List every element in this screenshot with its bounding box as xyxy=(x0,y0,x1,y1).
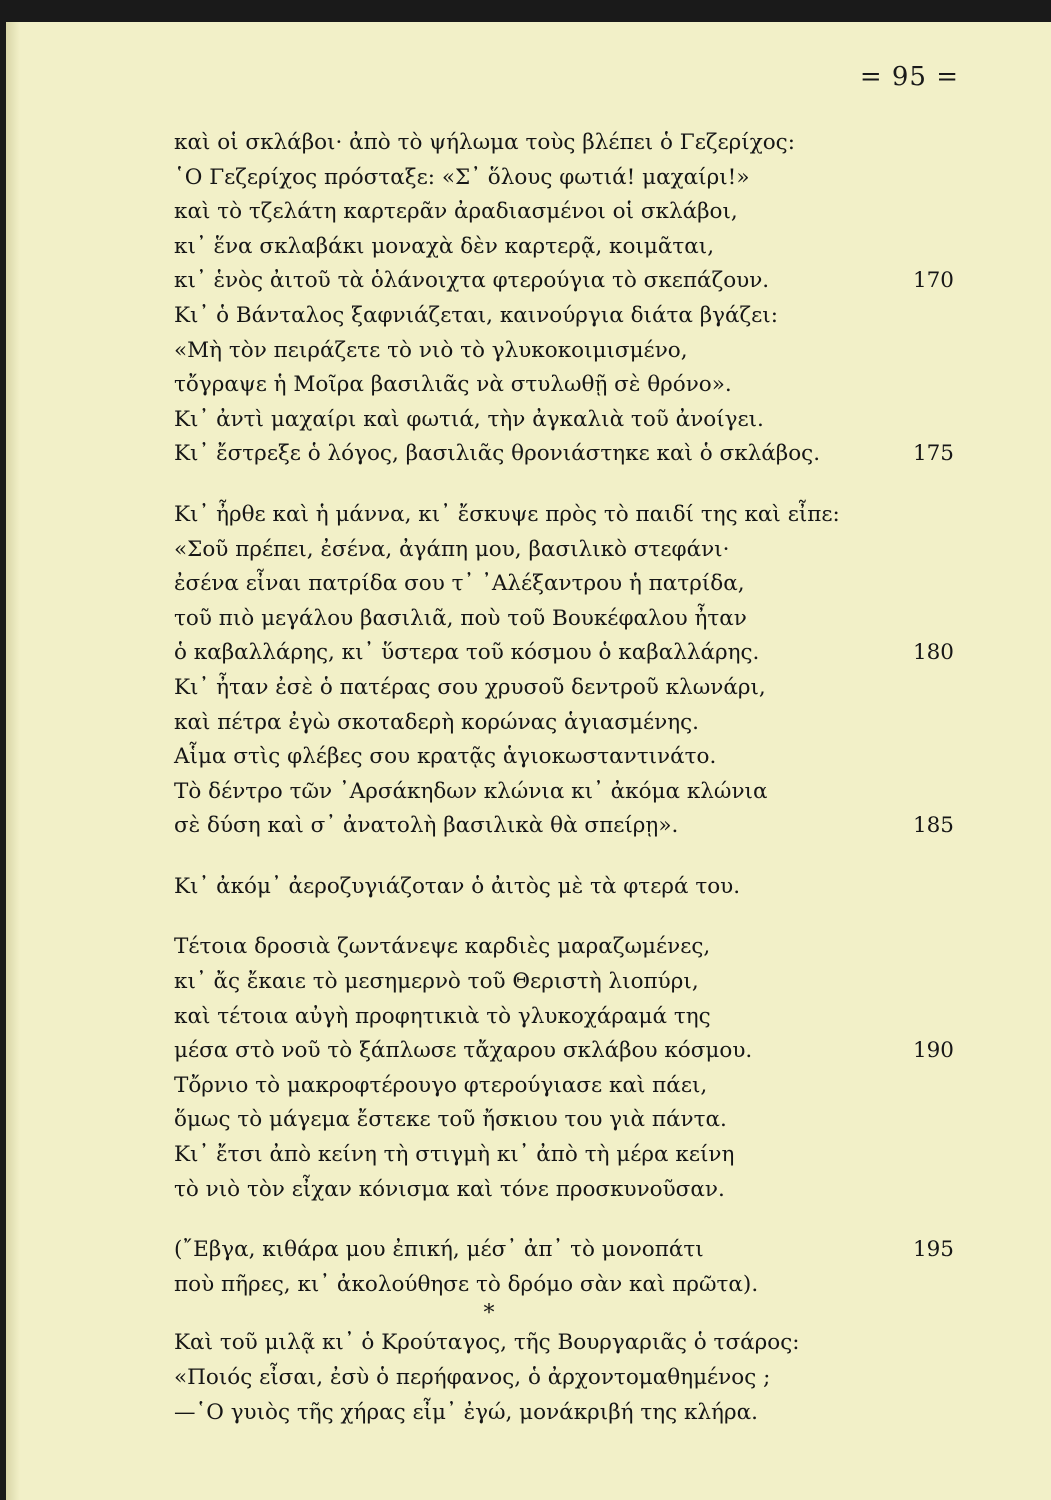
poem-line-text: (῎Εβγα, κιθάρα μου ἐπική, μέσ᾽ ἀπ᾽ τὸ μονοπάτι xyxy=(174,1237,704,1263)
poem-line-text: Τέτοια δροσιὰ ζωντάνεψε καρδιὲς μαραζωμένες, xyxy=(174,934,711,960)
poem-text-block xyxy=(174,126,954,1430)
poem-line xyxy=(174,1361,954,1396)
poem-line-text: —῾Ο γυιὸς τῆς χήρας εἶμ᾽ ἐγώ, μονάκριβή της κλήρα. xyxy=(174,1399,758,1425)
poem-line-text: «Σοῦ πρέπει, ἐσένα, ἀγάπη μου, βασιλικὸ στεφάνι· xyxy=(174,536,730,562)
poem-line-text: καὶ οἱ σκλάβοι· ἀπὸ τὸ ψήλωμα τοὺς βλέπει ὁ Γεζερίχος: xyxy=(174,130,795,155)
poem-line xyxy=(174,437,954,472)
poem-line-text: Κι᾽ ἦρθε καὶ ἡ μάννα, κι᾽ ἔσκυψε πρὸς τὸ παιδί της καὶ εἶπε: xyxy=(174,501,840,527)
stanza-gap xyxy=(174,904,954,930)
poem-line xyxy=(174,636,954,671)
section-separator-asterisk: * xyxy=(483,1301,495,1327)
poem-line-text: τοῦ πιὸ μεγάλου βασιλιᾶ, ποὺ τοῦ Βουκέφαλου ἦταν xyxy=(174,605,747,631)
poem-line-text: Κι᾽ ἔστρεξε ὁ λόγος, βασιλιᾶς θρονιάστηκε καὶ ὁ σκλάβος. xyxy=(174,441,821,467)
poem-line xyxy=(174,264,954,299)
poem-line xyxy=(174,1069,954,1104)
poem-line xyxy=(174,671,954,706)
line-number: 175 xyxy=(912,441,954,467)
poem-line xyxy=(174,299,954,334)
stanza-gap xyxy=(174,1207,954,1233)
poem-line-text: Κι᾽ ἀκόμ᾽ ἀεροζυγιάζοταν ὁ ἀιτὸς μὲ τὰ φτερά του. xyxy=(174,873,741,899)
poem-line xyxy=(174,1103,954,1138)
poem-line-text: καὶ τέτοια αὐγὴ προφητικιὰ τὸ γλυκοχάραμά της xyxy=(174,1003,711,1029)
poem-line-text: Κι᾽ ἀντὶ μαχαίρι καὶ φωτιά, τὴν ἀγκαλιὰ τοῦ ἀνοίγει. xyxy=(174,406,764,432)
poem-line-text: Αἷμα στὶς φλέβες σου κρατᾷς ἁγιοκωσταντινάτο. xyxy=(174,744,717,770)
line-number: 195 xyxy=(912,1237,954,1263)
poem-line-text: τὸ νιὸ τὸν εἶχαν κόνισμα καὶ τόνε προσκυνοῦσαν. xyxy=(174,1176,725,1202)
poem-line-text: ποὺ πῆρες, κι᾽ ἀκολούθησε τὸ δρόμο σὰν καὶ πρῶτα). xyxy=(174,1271,759,1297)
poem-line xyxy=(174,1268,954,1303)
stanza-gap xyxy=(174,844,954,870)
poem-line xyxy=(174,706,954,741)
poem-line xyxy=(174,602,954,637)
poem-line xyxy=(174,498,954,533)
poem-line-text: κι᾽ ἑνὸς ἀιτοῦ τὰ ὁλάνοιχτα φτερούγια τὸ σκεπάζουν. xyxy=(174,268,770,294)
poem-line-text: Κι᾽ ὁ Βάνταλος ξαφνιάζεται, καινούργια διάτα βγάζει: xyxy=(174,302,778,328)
poem-line-text: μέσα στὸ νοῦ τὸ ξάπλωσε τἄχαρου σκλάβου κόσμου. xyxy=(174,1038,753,1064)
stanza-gap xyxy=(174,472,954,498)
poem-line xyxy=(174,1173,954,1208)
poem-line-text: κι᾽ ἕνα σκλαβάκι μοναχὰ δὲν καρτερᾷ, κοιμᾶται, xyxy=(174,233,715,259)
book-page xyxy=(6,22,1051,1500)
poem-line-text: Τὄρνιο τὸ μακροφτέρουγο φτερούγιασε καὶ πάει, xyxy=(174,1072,708,1098)
poem-line xyxy=(174,403,954,438)
poem-line xyxy=(174,1138,954,1173)
poem-line xyxy=(174,930,954,965)
poem-line xyxy=(174,368,954,403)
poem-line-text: ῾Ο Γεζερίχος πρόσταξε: «Σ᾽ ὅλους φωτιά! μαχαίρι!» xyxy=(174,164,750,190)
poem-line-text: Κι᾽ ἔτσι ἀπὸ κείνη τὴ στιγμὴ κι᾽ ἀπὸ τὴ μέρα κείνη xyxy=(174,1142,735,1168)
poem-line xyxy=(174,567,954,602)
poem-line xyxy=(174,126,954,161)
poem-line-text: σὲ δύση καὶ σ᾽ ἀνατολὴ βασιλικὰ θὰ σπείρῃ». xyxy=(174,813,679,839)
poem-line-text: ὁ καβαλλάρης, κι᾽ ὕστερα τοῦ κόσμου ὁ καβαλλάρης. xyxy=(174,640,760,666)
poem-line xyxy=(174,1000,954,1035)
page-number: = 95 = xyxy=(859,62,959,92)
poem-line xyxy=(174,161,954,196)
poem-line xyxy=(174,334,954,369)
poem-line xyxy=(174,870,954,905)
poem-line-text: καὶ τὸ τζελάτη καρτερᾶν ἀραδιασμένοι οἱ σκλάβοι, xyxy=(174,199,738,225)
poem-line xyxy=(174,775,954,810)
poem-line-text: καὶ πέτρα ἐγὼ σκοταδερὴ κορώνας ἁγιασμένης. xyxy=(174,709,699,735)
poem-line-text: «Μὴ τὸν πειράζετε τὸ νιὸ τὸ γλυκοκοιμισμένο, xyxy=(174,337,688,363)
poem-line xyxy=(174,533,954,568)
line-number: 170 xyxy=(912,268,954,294)
poem-line xyxy=(174,195,954,230)
poem-line-text: Καὶ τοῦ μιλᾷ κι᾽ ὁ Κρούταγος, τῆς Βουργαριᾶς ὁ τσάρος: xyxy=(174,1330,800,1356)
line-number: 180 xyxy=(912,640,954,666)
poem-line xyxy=(174,1034,954,1069)
line-number: 190 xyxy=(912,1038,954,1064)
poem-line xyxy=(174,1326,954,1361)
line-number: 185 xyxy=(912,813,954,839)
poem-line xyxy=(174,809,954,844)
page-binding-edge xyxy=(6,22,20,1500)
poem-line-text: κι᾽ ἄς ἔκαιε τὸ μεσημερνὸ τοῦ Θεριστὴ λιοπύρι, xyxy=(174,969,699,995)
poem-line-text: ὅμως τὸ μάγεμα ἔστεκε τοῦ ἤσκιου του γιὰ πάντα. xyxy=(174,1107,727,1133)
poem-line-text: ἐσένα εἶναι πατρίδα σου τ᾽ ᾽Αλέξαντρου ἡ πατρίδα, xyxy=(174,571,745,597)
poem-line xyxy=(174,1396,954,1431)
poem-line xyxy=(174,740,954,775)
poem-line-text: «Ποιός εἶσαι, ἐσὺ ὁ περήφανος, ὁ ἀρχοντομαθημένος ; xyxy=(174,1365,771,1390)
poem-line-text: Κι᾽ ἦταν ἐσὲ ὁ πατέρας σου χρυσοῦ δεντροῦ κλωνάρι, xyxy=(174,674,766,700)
poem-line-text: Τὸ δέντρο τῶν ᾽Αρσάκηδων κλώνια κι᾽ ἀκόμα κλώνια xyxy=(174,778,768,804)
poem-line xyxy=(174,230,954,265)
poem-line xyxy=(174,1233,954,1268)
poem-line xyxy=(174,965,954,1000)
poem-line-text: τὄγραψε ἡ Μοῖρα βασιλιᾶς νὰ στυλωθῇ σὲ θρόνο». xyxy=(174,372,732,398)
